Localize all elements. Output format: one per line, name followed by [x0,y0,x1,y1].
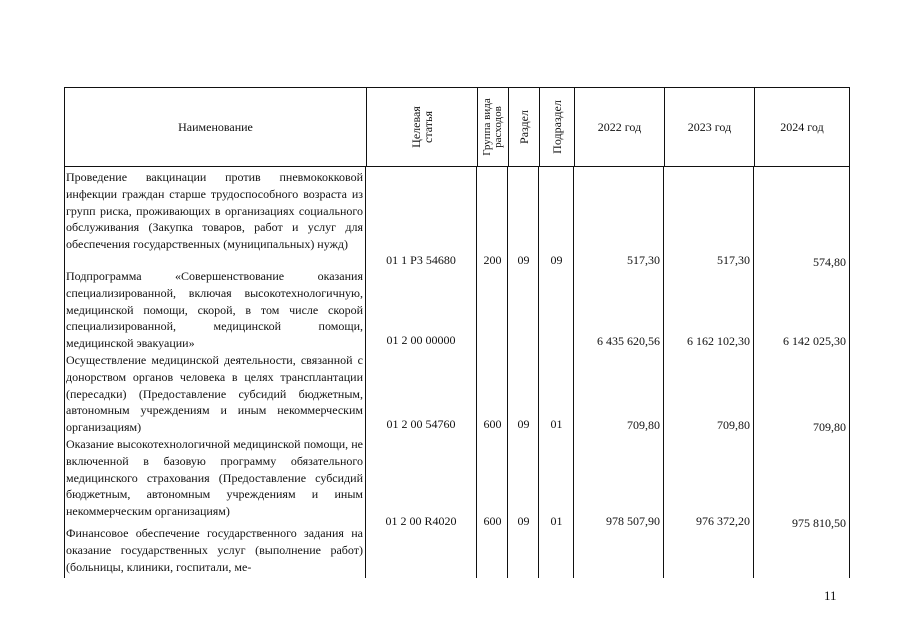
header-section-cell [509,88,540,166]
row-target-code: 01 1 Р3 54680 [386,253,456,267]
header-2023-cell [665,88,755,166]
header-subsection-cell [540,88,575,166]
header-group-cell [478,88,509,166]
header-subsection: Подраздел [550,100,564,154]
row-2022: 6 435 620,56 [597,334,660,348]
header-2022: 2022 год [597,119,642,134]
column-divider [64,167,65,578]
row-group: 600 [483,417,502,431]
row-name: Проведение вакцинации против пневмококковой инфекции граждан старше трудоспособного возраста из групп риска, проживающих в организациях социального обслуживания (Закупка товаров, работ и услуг для обеспечения государственных (муниципальных) нужд) [66,170,363,252]
header-2022-cell [575,88,665,166]
header-2024: 2024 год [780,119,824,134]
row-name: Финансовое обеспечение государственного задания на оказание государственных услуг (выполнение работ) (больницы, клиники, госпитали, ме- [66,526,363,574]
row-group: 200 [483,253,502,267]
header-target-cell [367,88,478,166]
row-subsection: 01 [550,514,563,528]
header-2023: 2023 год [687,119,732,134]
row-2022: 978 507,90 [606,514,660,528]
header-section: Раздел [517,110,531,144]
column-divider [849,167,850,578]
row-subsection: 01 [550,417,563,431]
header-target: Целевая статья [409,106,435,148]
row-subsection: 09 [550,253,563,267]
row-section: 09 [517,514,530,528]
row-target-code: 01 2 00 00000 [386,333,456,347]
row-name: Оказание высокотехнологичной медицинской помощи, не включенной в базовую программу обязательного медицинского страхования (Предоставление субсидий бюджетным, автономным учреждениям и иным некоммерческим организациям) [66,437,363,519]
row-2024: 574,80 [813,255,846,269]
row-2022: 517,30 [627,253,660,267]
row-name: Осуществление медицинской деятельности, связанной с донорством органов человека в целях трансплантации (пересадки) (Предоставление субсидий бюджетным, автономным учреждениям и иным некоммерческим организациям) [66,353,363,435]
row-name: Подпрограмма «Совершенствование оказания специализированной, включая высокотехнологичную, медицинской помощи, скорой, в том числе скорой специализированной, медицинской помощи, медицинской эвакуации» [66,269,363,351]
row-target-code: 01 2 00 R4020 [385,514,457,528]
row-2023: 709,80 [717,418,750,432]
row-2023: 976 372,20 [696,514,750,528]
header-name-cell [65,88,367,166]
header-group: Группа вида расходов [481,98,504,156]
row-target-code: 01 2 00 54760 [386,417,456,431]
header-name: Наименование [178,119,253,134]
table-body [64,167,850,578]
row-2023: 6 162 102,30 [687,334,750,348]
table-header [64,87,850,167]
row-2022: 709,80 [627,418,660,432]
row-section: 09 [517,253,530,267]
header-2024-cell [755,88,849,166]
page-number: 11 [824,588,837,603]
row-2024: 975 810,50 [792,516,846,530]
row-2024: 709,80 [813,420,846,434]
row-2024: 6 142 025,30 [783,334,846,348]
row-group: 600 [483,514,502,528]
row-section: 09 [517,417,530,431]
row-2023: 517,30 [717,253,750,267]
